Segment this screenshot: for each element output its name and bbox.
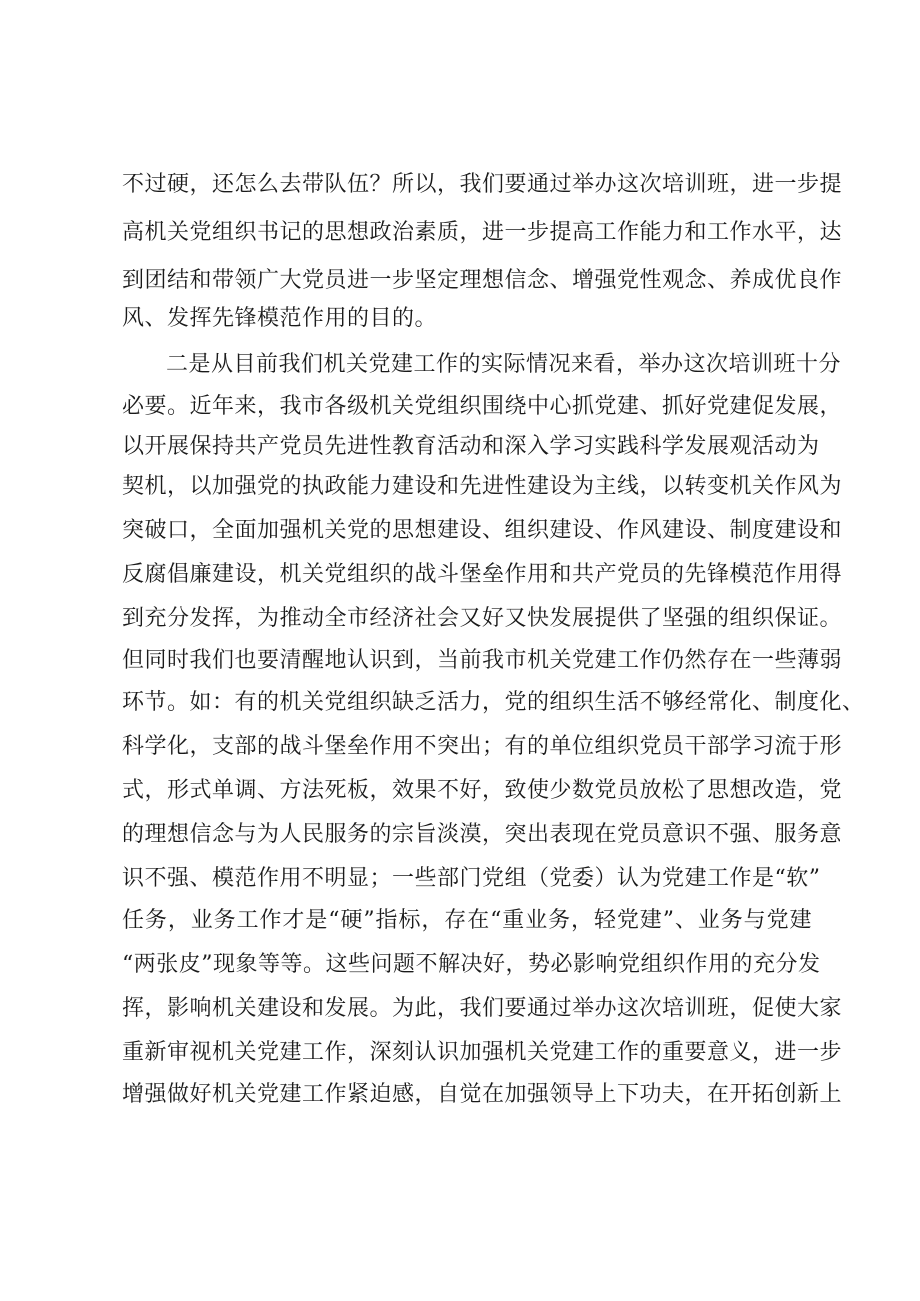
text-line: 不过硬，还怎么去带队伍？所以，我们要通过举办这次培训班，进一步提 — [122, 172, 843, 197]
text-line: 但同时我们也要清醒地认识到，当前我市机关党建工作仍然存在一些薄弱 — [122, 648, 843, 673]
text-line: 任务，业务工作才是“硬”指标，存在“重业务，轻党建”、业务与党建 — [122, 908, 812, 933]
text-line: 重新审视机关党建工作，深刻认识加强机关党建工作的重要意义，进一步 — [122, 1040, 843, 1065]
text-line: 式，形式单调、方法死板，效果不好，致使少数党员放松了思想改造，党 — [122, 778, 843, 803]
text-line: 挥，影响机关建设和发展。为此，我们要通过举办这次培训班，促使大家 — [122, 996, 843, 1021]
text-line: 以开展保持共产党员先进性教育活动和深入学习实践科学发展观活动为 — [122, 434, 820, 459]
text-line: 的理想信念与为人民服务的宗旨淡漠，突出表现在党员意识不强、服务意 — [122, 822, 843, 847]
text-line: “两张皮”现象等等。这些问题不解决好，势必影响党组织作用的充分发 — [122, 952, 821, 977]
text-line: 突破口，全面加强机关党的思想建设、组织建设、作风建设、制度建设和 — [122, 518, 843, 543]
paragraph-first-line: 二是从目前我们机关党建工作的实际情况来看，举办这次培训班十分 — [166, 352, 842, 377]
text-line: 契机，以加强党的执政能力建设和先进性建设为主线，以转变机关作风为 — [122, 474, 843, 499]
text-line: 风、发挥先锋模范作用的目的。 — [122, 306, 438, 331]
text-line: 到充分发挥，为推动全市经济社会又好又快发展提供了坚强的组织保证。 — [122, 606, 843, 631]
text-line: 反腐倡廉建设，机关党组织的战斗堡垒作用和共产党员的先锋模范作用得 — [122, 562, 843, 587]
text-line: 增强做好机关党建工作紧迫感，自觉在加强领导上下功夫，在开拓创新上 — [122, 1082, 843, 1107]
text-line: 必要。近年来，我市各级机关党组织围绕中心抓党建、抓好党建促发展， — [122, 394, 843, 419]
text-line: 高机关党组织书记的思想政治素质，进一步提高工作能力和工作水平，达 — [122, 220, 843, 245]
text-line: 到团结和带领广大党员进一步坚定理想信念、增强党性观念、养成优良作 — [122, 268, 843, 293]
text-line: 科学化，支部的战斗堡垒作用不突出；有的单位组织党员干部学习流于形 — [122, 734, 843, 759]
text-line: 环节。如：有的机关党组织缺乏活力，党的组织生活不够经常化、制度化、 — [122, 690, 865, 715]
text-line: 识不强、模范作用不明显；一些部门党组（党委）认为党建工作是“软” — [122, 866, 821, 891]
